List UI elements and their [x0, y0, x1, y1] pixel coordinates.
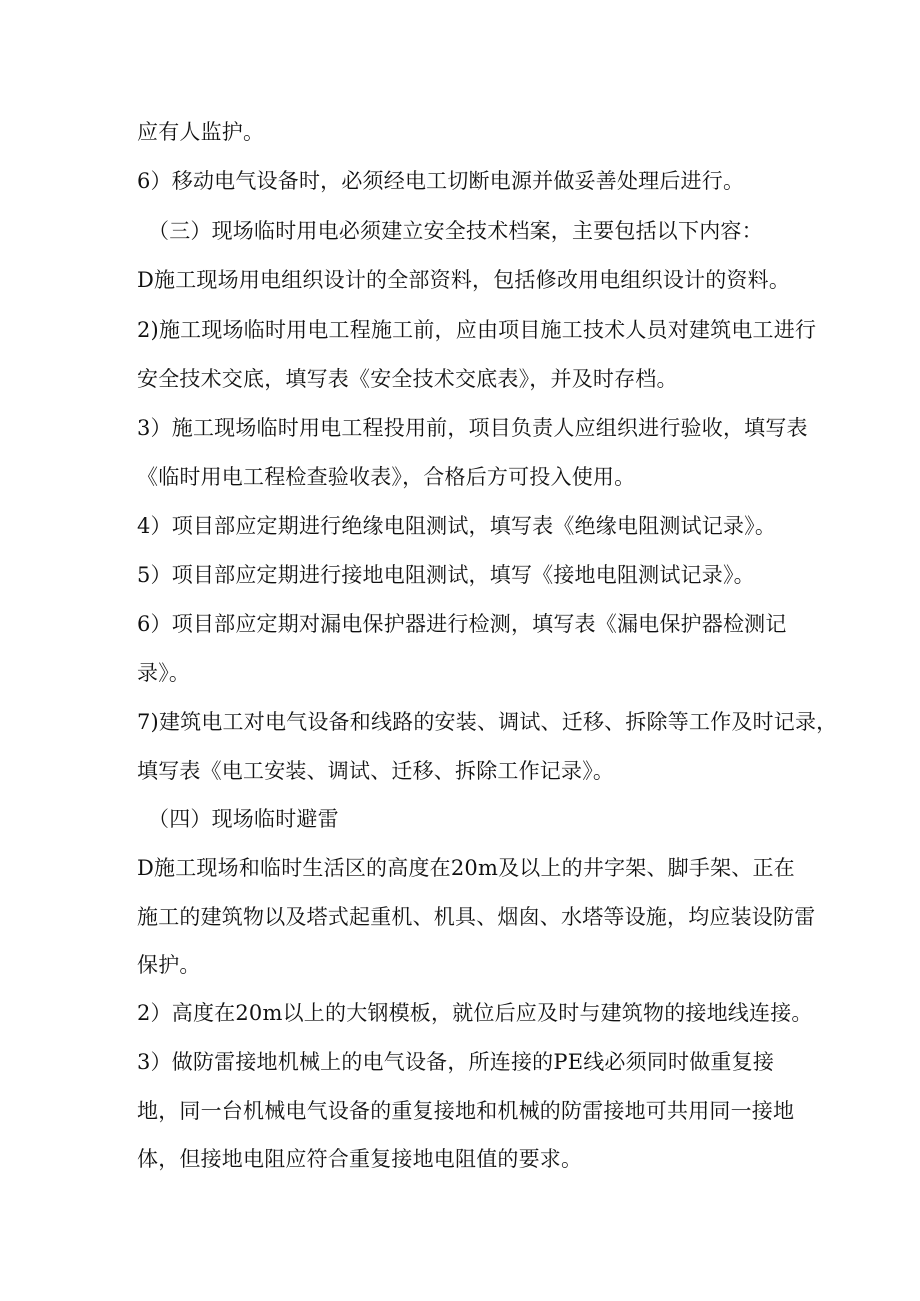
- text-line: 7)建筑电工对电气设备和线路的安装、调试、迁移、拆除等工作及时记录，: [137, 710, 838, 734]
- text-line: 施工的建筑物以及塔式起重机、机具、烟囱、水塔等设施，均应装设防雷: [137, 905, 816, 929]
- text-line: 2)施工现场临时用电工程施工前，应由项目施工技术人员对建筑电工进行: [137, 318, 817, 342]
- text-line: 4）项目部应定期进行绝缘电阻测试，填写表《绝缘电阻测试记录》。: [137, 514, 777, 538]
- text-line: 6）项目部应定期对漏电保护器进行检测，填写表《漏电保护器检测记: [137, 612, 787, 636]
- text-line: 3）施工现场临时用电工程投用前，项目负责人应组织进行验收，填写表: [137, 416, 808, 440]
- text-line: 录》。: [137, 661, 191, 685]
- text-line: 体，但接地电阻应符合重复接地电阻值的要求。: [137, 1147, 583, 1171]
- text-line: 5）项目部应定期进行接地电阻测试，填写《接地电阻测试记录》。: [137, 563, 755, 587]
- text-line: 地，同一台机械电气设备的重复接地和机械的防雷接地可共用同一接地: [137, 1099, 795, 1123]
- text-line: 《临时用电工程检查验收表》，合格后方可投入使用。: [137, 465, 636, 489]
- section-heading-4: （四）现场临时避雷: [148, 807, 339, 831]
- text-line: 保护。: [137, 953, 201, 977]
- text-line: 2）高度在20m以上的大钢模板，就位后应及时与建筑物的接地线连接。: [137, 1001, 813, 1025]
- text-line: 填写表《电工安装、调试、迁移、拆除工作记录》。: [137, 759, 615, 783]
- text-line: 安全技术交底，填写表《安全技术交底表》，并及时存档。: [137, 367, 678, 391]
- text-line: 3）做防雷接地机械上的电气设备，所连接的PE线必须同时做重复接: [137, 1050, 775, 1074]
- text-line: 6）移动电气设备时，必须经电工切断电源并做妥善处理后进行。: [137, 169, 745, 193]
- section-heading-3: （三）现场临时用电必须建立安全技术档案，主要包括以下内容：: [148, 219, 763, 243]
- text-line: D施工现场和临时生活区的高度在20m及以上的井字架、脚手架、正在: [137, 856, 795, 880]
- text-line: 应有人监护。: [137, 120, 265, 144]
- text-line: D施工现场用电组织设计的全部资料，包括修改用电组织设计的资料。: [137, 268, 791, 292]
